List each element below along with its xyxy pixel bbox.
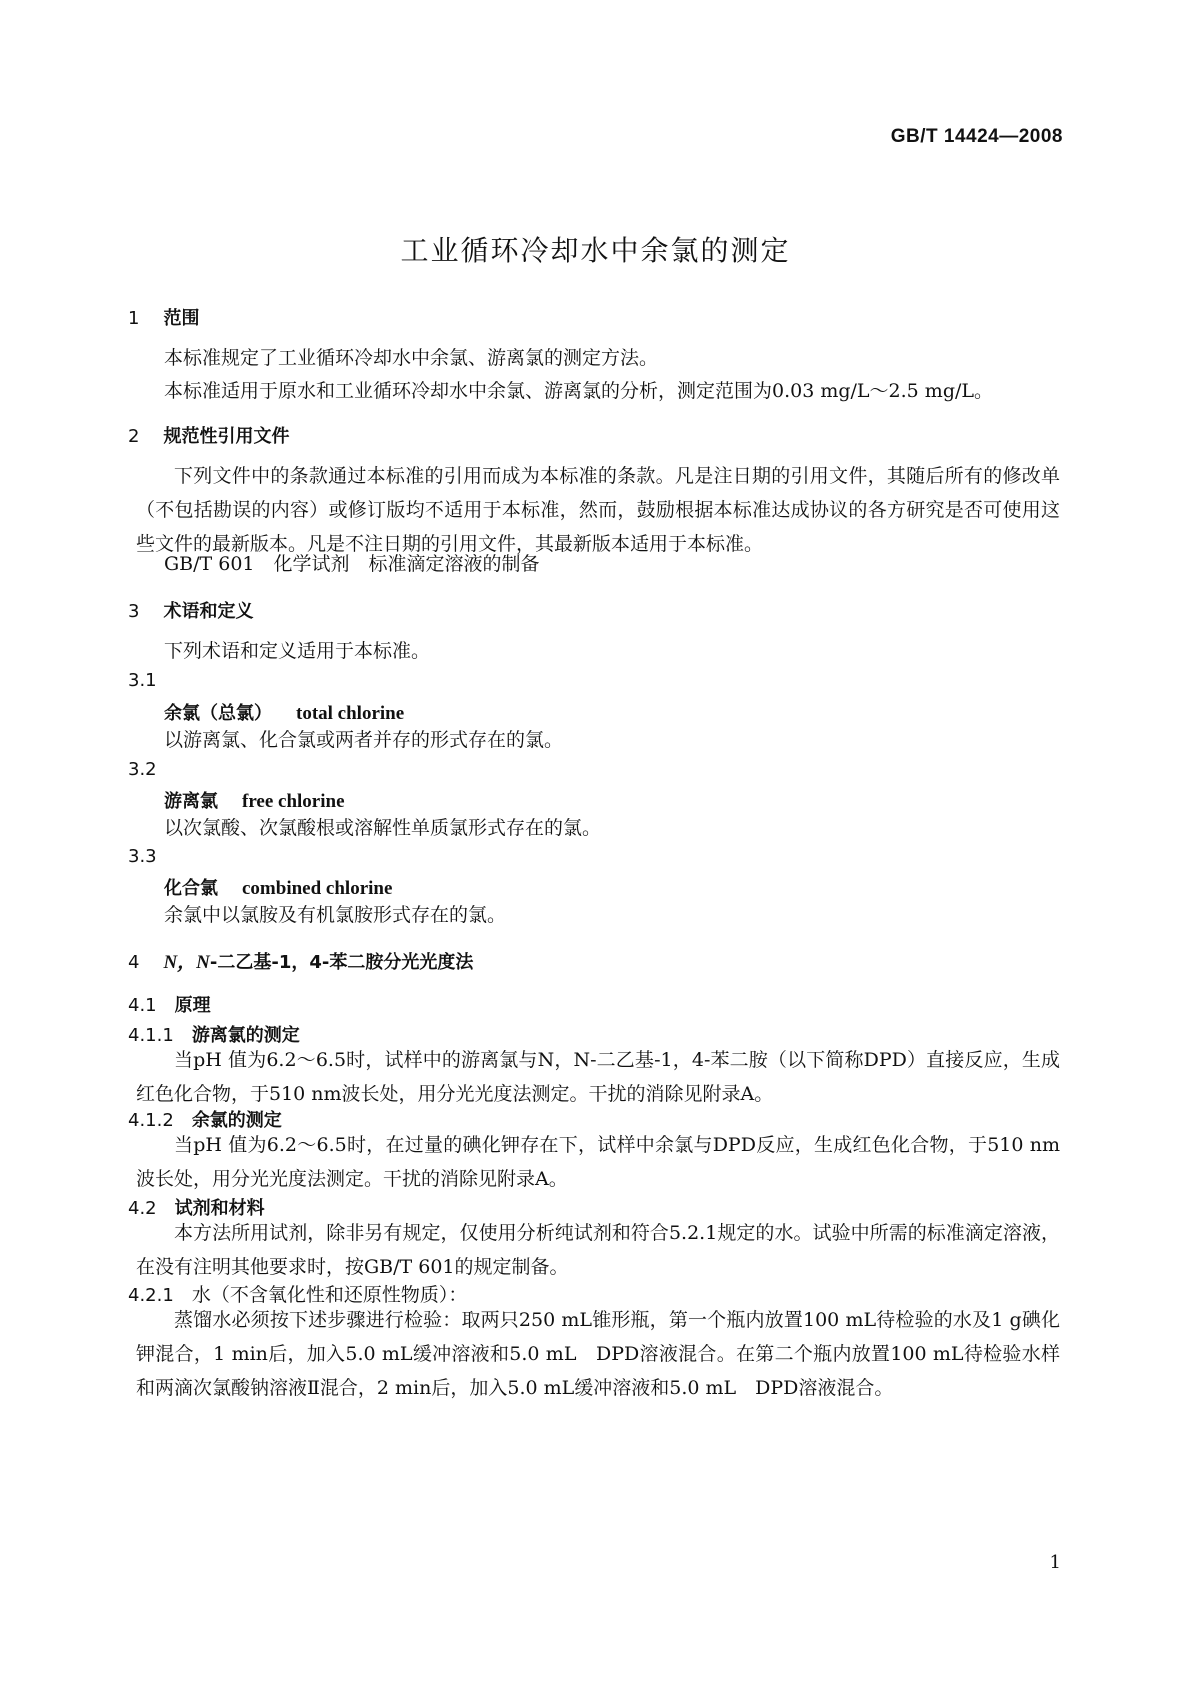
section-number: 4 [128, 952, 140, 973]
term-en: free chlorine [242, 791, 345, 812]
term-zh: 游离氯 [164, 791, 218, 812]
section-title: 水（不含氧化性和还原性物质）： [191, 1284, 468, 1306]
section-title: 试剂和材料 [174, 1198, 265, 1219]
section-3-heading [128, 597, 253, 623]
standard-number: GB/T 14424—2008 [890, 126, 1063, 147]
term-definition: 以游离氯、化合氯或两者并存的形式存在的氯。 [164, 729, 564, 751]
section-number: 3 [128, 601, 140, 622]
section-2-heading [128, 422, 289, 448]
section-4-heading [128, 947, 473, 974]
section-number: 4.1.2 [128, 1110, 174, 1131]
normative-reference: GB/T 601 化学试剂 标准滴定溶液的制备 [164, 553, 540, 575]
term-number: 3.2 [128, 759, 157, 780]
paragraph: 当pH 值为6.2～6.5时，试样中的游离氯与N，N-二乙基-1，4-苯二胺（以下简称DPD）直接反应，生成红色化合物，于510 nm波长处，用分光光度法测定。干扰的消除见附录A。 [136, 1049, 1060, 1105]
term-number: 3.1 [128, 670, 157, 691]
section-1-heading [128, 304, 199, 330]
paragraph: 本方法所用试剂，除非另有规定，仅使用分析纯试剂和符合5.2.1规定的水。试验中所需的标准滴定溶液，在没有注明其他要求时，按GB/T 601的规定制备。 [136, 1222, 1060, 1278]
paragraph: 下列术语和定义适用于本标准。 [164, 640, 431, 662]
section-title: 规范性引用文件 [163, 426, 290, 447]
subsection-heading [128, 991, 211, 1017]
section-number: 2 [128, 426, 140, 447]
section-title: 原理 [174, 995, 211, 1016]
term-definition: 余氯中以氯胺及有机氯胺形式存在的氯。 [164, 904, 507, 926]
term-heading [164, 874, 392, 900]
page-number: 1 [1049, 1552, 1061, 1573]
paragraph: 本标准规定了工业循环冷却水中余氯、游离氯的测定方法。 [164, 347, 659, 369]
section-title: 术语和定义 [163, 601, 254, 622]
term-en: combined chlorine [242, 878, 393, 899]
paragraph: 当pH 值为6.2～6.5时，在过量的碘化钾存在下，试样中余氯与DPD反应，生成红色化合物，于510 nm波长处，用分光光度法测定。干扰的消除见附录A。 [136, 1134, 1060, 1190]
term-heading [164, 699, 404, 725]
section-number: 4.1 [128, 995, 157, 1016]
term-en: total chlorine [296, 703, 405, 724]
section-title: 范围 [163, 308, 200, 329]
section-number: 4.2.1 [128, 1285, 174, 1306]
section-title: 余氯的测定 [191, 1110, 282, 1131]
paragraph: 下列文件中的条款通过本标准的引用而成为本标准的条款。凡是注日期的引用文件，其随后所有的修改单（不包括勘误的内容）或修订版均不适用于本标准，然而，鼓励根据本标准达成协议的各方研究是否可使用这些文件的最新版本。凡是不注日期的引用文件，其最新版本适用于本标准。 [136, 465, 1060, 555]
section-title: -二乙基-1，4-苯二胺分光光度法 [209, 952, 474, 973]
term-zh: 化合氯 [164, 878, 218, 899]
term-zh: 余氯（总氯） [164, 703, 272, 724]
section-title: 游离氯的测定 [191, 1025, 300, 1046]
term-number: 3.3 [128, 846, 157, 867]
document-title: 工业循环冷却水中余氯的测定 [400, 234, 791, 267]
title-italic-part: N，N [163, 952, 210, 973]
term-heading [164, 787, 345, 813]
section-number: 1 [128, 308, 140, 329]
section-number: 4.2 [128, 1198, 157, 1219]
term-definition: 以次氯酸、次氯酸根或溶解性单质氯形式存在的氯。 [164, 817, 602, 839]
paragraph: 本标准适用于原水和工业循环冷却水中余氯、游离氯的分析，测定范围为0.03 mg/L～2.5 mg/L。 [164, 380, 993, 402]
paragraph: 蒸馏水必须按下述步骤进行检验：取两只250 mL锥形瓶，第一个瓶内放置100 mL待检验的水及1 g碘化钾混合，1 min后，加入5.0 mL缓冲溶液和5.0 mL DPD溶液混合。在第二个瓶内放置100 mL待检验水样和两滴次氯酸钠溶液Ⅱ混合，2 min后，加入5.0 mL缓冲溶液和5.0 mL DPD溶液混合。 [136, 1309, 1060, 1399]
section-number: 4.1.1 [128, 1025, 174, 1046]
